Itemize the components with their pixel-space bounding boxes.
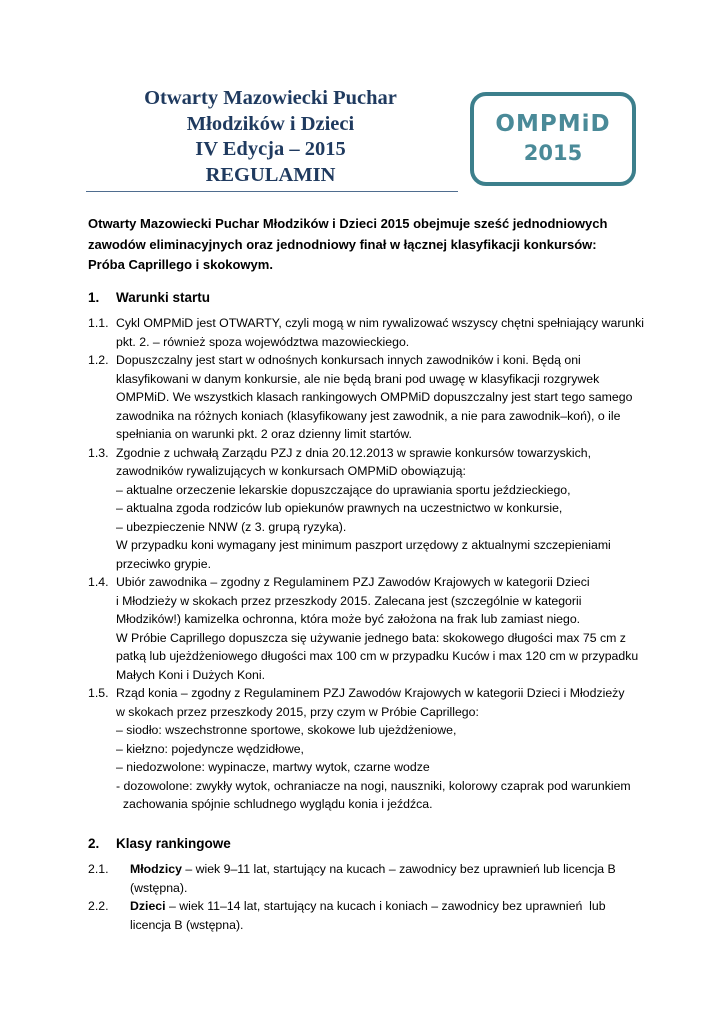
item-number: 2.2.	[88, 899, 109, 913]
item-line: W Próbie Caprillego dopuszcza się używanie jednego bata: skokowego długości max 75 cm z	[116, 630, 626, 645]
item-line: klasyfikowani w danym konkursie, ale nie będą brani pod uwagę w klasyfikacji rozgrywek	[116, 371, 600, 386]
item-line: Ubiór zawodnika – zgodny z Regulaminem PZJ Zawodów Krajowych w kategorii Dzieci	[116, 575, 590, 589]
item-line: Młodzików!) kamizelka ochronna, która może być założona na frak lub zamiast niego.	[116, 612, 581, 626]
item-line: - dozowolone: zwykły wytok, ochraniacze na nogi, nauszniki, kolorowy czaprak pod warunkiem	[116, 778, 631, 793]
list-item	[88, 860, 648, 897]
intro-line: zawodów eliminacyjnych oraz jednodniowy finał w łącznej klasyfikacji konkursów:	[88, 236, 597, 252]
item-line: przeciwko grypie.	[116, 556, 211, 571]
item-number: 2.1.	[88, 862, 109, 876]
item-line: – ubezpieczenie NNW (z 3. grupą ryzyka).	[116, 519, 347, 534]
item-line: Dopuszczalny jest start w odnośnych konkursach innych zawodników i koni. Będą oni	[116, 353, 581, 367]
title-line: Otwarty Mazowiecki Puchar	[144, 87, 397, 109]
item-line: zawodnika na różnych koniach (klasyfikowany jest zawodnik, a nie para zawodnik–koń), o ile	[116, 408, 621, 423]
logo-text: OMPMiD	[495, 111, 611, 137]
section-title: Klasy rankingowe	[116, 836, 231, 851]
section-2-list	[88, 860, 648, 934]
item-line: licencja B (wstępna).	[130, 917, 244, 932]
item-line: patką lub ujeżdżeniowego długości max 100 cm w przypadku Kuców i max 120 cm w przypadku	[116, 649, 639, 663]
intro-line: Próba Caprillego i skokowym.	[88, 257, 273, 272]
item-number: 1.4.	[88, 575, 109, 589]
item-number: 1.2.	[88, 353, 109, 367]
item-line: Cykl OMPMiD jest OTWARTY, czyli mogą w nim rywalizować wszyscy chętni spełniający warunki	[116, 316, 644, 330]
title-divider	[86, 191, 458, 192]
list-item	[88, 444, 648, 574]
section-number: 1.	[88, 290, 100, 305]
list-item	[88, 351, 648, 444]
item-line: pkt. 2. – również spoza województwa mazowieckiego.	[116, 334, 410, 349]
item-number: 1.1.	[88, 316, 109, 330]
item-line: – aktualna zgoda rodziców lub opiekunów prawnych na uczestnictwo w konkursie,	[116, 501, 563, 515]
item-number: 1.3.	[88, 445, 109, 460]
logo-year: 2015	[523, 141, 583, 165]
item-line: zachowania spójnie schludnego wyglądu konia i jeźdźca.	[116, 797, 433, 811]
ompmid-logo	[470, 92, 636, 186]
intro-line: Otwarty Mazowiecki Puchar Młodzików i Dzieci 2015 obejmuje sześć jednodniowych	[88, 216, 608, 231]
item-line: i Młodzieży w skokach przez przeszkody 2015. Zalecana jest (szczególnie w kategorii	[116, 593, 582, 608]
item-line: – siodło: wszechstronne sportowe, skokowe lub ujeżdżeniowe,	[116, 723, 457, 737]
title-line: IV Edycja – 2015	[195, 138, 346, 160]
item-text: – wiek 9–11 lat, startujący na kucach – zawodnicy bez uprawnień lub licencja B	[181, 862, 616, 876]
item-line: – niedozwolone: wypinacze, martwy wytok, czarne wodze	[116, 760, 430, 774]
item-line: Rząd konia – zgodny z Regulaminem PZJ Zawodów Krajowych w kategorii Dzieci i Młodzieży	[116, 686, 625, 700]
class-term: Dzieci	[130, 899, 166, 913]
item-line: – aktualne orzeczenie lekarskie dopuszczające do uprawiania sportu jeździeckiego,	[116, 482, 571, 497]
item-line	[130, 860, 648, 879]
item-text: – wiek 11–14 lat, startujący na kucach i koniach – zawodnicy bez uprawnień lub	[165, 899, 606, 913]
item-number: 1.5.	[88, 686, 109, 700]
section-heading-warunki	[88, 290, 210, 305]
item-line: (wstępna).	[130, 880, 188, 895]
document-title	[88, 86, 453, 188]
item-line: spełniania on warunki pkt. 2 oraz dzienny limit startów.	[116, 427, 412, 441]
intro-paragraph	[88, 214, 648, 276]
item-line: – kiełzno: pojedyncze wędzidłowe,	[116, 741, 304, 756]
item-line: Zgodnie z uchwałą Zarządu PZJ z dnia 20.12.2013 w sprawie konkursów towarzyskich,	[116, 445, 592, 460]
item-line: Małych Koni i Dużych Koni.	[116, 667, 265, 682]
section-heading-klasy	[88, 836, 231, 851]
list-item	[88, 684, 648, 814]
list-item	[88, 897, 648, 934]
item-line: OMPMiD. We wszystkich klasach rankingowych OMPMiD dopuszczalny jest start tego samego	[116, 390, 633, 404]
list-item	[88, 573, 648, 684]
class-term: Młodzicy	[130, 862, 182, 876]
title-line: Młodzików i Dzieci	[186, 112, 355, 135]
list-item	[88, 314, 648, 351]
item-line: w skokach przez przeszkody 2015, przy czym w Próbie Caprillego:	[116, 704, 479, 719]
item-line: W przypadku koni wymagany jest minimum paszport urzędowy z aktualnymi szczepieniami	[116, 538, 611, 552]
section-number: 2.	[88, 836, 100, 851]
item-line	[130, 897, 648, 916]
title-line: REGULAMIN	[205, 163, 336, 186]
section-1-list	[88, 314, 648, 814]
section-title: Warunki startu	[116, 290, 211, 305]
item-line: zawodników rywalizujących w konkursach OMPMiD obowiązują:	[116, 464, 466, 478]
